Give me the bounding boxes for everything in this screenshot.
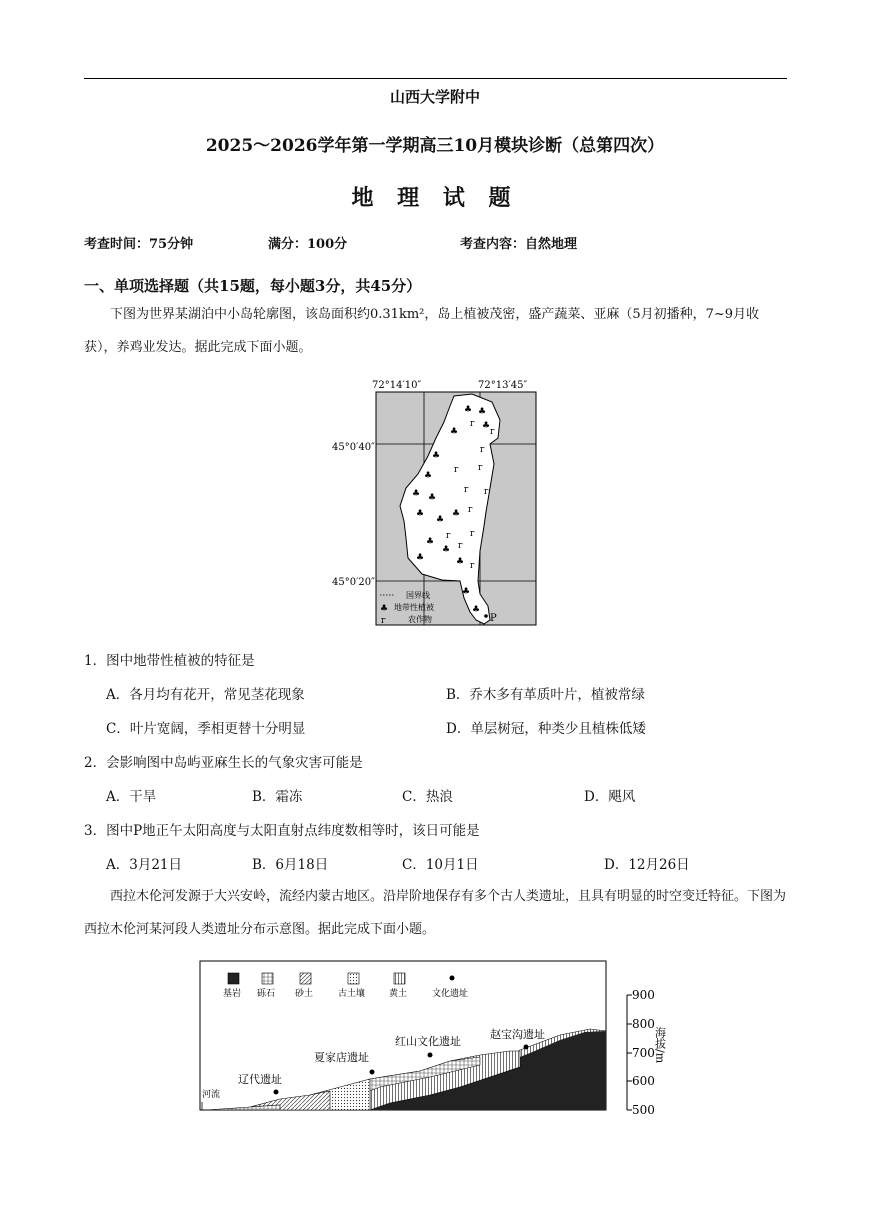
- svg-text:ᴦ: ᴦ: [458, 541, 463, 551]
- legend-loess: 黄土: [389, 989, 408, 999]
- terrace-profile: [190, 955, 680, 1120]
- legend-vegetation: 地带性植被: [394, 603, 434, 612]
- point-p-label: P: [490, 613, 497, 624]
- legend-paleosol: 古土壤: [338, 989, 366, 999]
- svg-text:ᴦ: ᴦ: [484, 487, 489, 497]
- svg-text:♣: ♣: [442, 545, 451, 555]
- svg-text:ᴦ: ᴦ: [470, 419, 475, 429]
- map-lat-bottom: 45°0′20″: [332, 577, 375, 588]
- site-hongshan: 红山文化遗址: [395, 1035, 461, 1048]
- section-title: 一、单项选择题（共15题，每小题3分，共45分）: [84, 277, 422, 295]
- passage-1: 下图为世界某湖泊中小岛轮廓图，该岛面积约0.31km²，岛上植被茂密，盛产蔬菜、亚麻（5月初播种，7~9月收获），养鸡业发达。据此完成下面小题。: [84, 307, 760, 355]
- map-lon-left: 72°14′10″: [372, 380, 422, 391]
- legend-gravel: 砾石: [257, 989, 276, 999]
- q2-option-d[interactable]: D．飓风: [584, 789, 636, 805]
- svg-text:ᴦ: ᴦ: [480, 445, 485, 455]
- question-3-stem: 3．图中P地正午太阳高度与太阳直射点纬度数相等时，该日可能是: [84, 823, 480, 839]
- svg-text:♣: ♣: [380, 604, 389, 614]
- svg-text:♣: ♣: [412, 489, 421, 499]
- q3-option-b[interactable]: B．6月18日: [252, 857, 329, 873]
- header-rule: [84, 78, 787, 79]
- q3-option-c[interactable]: C．10月1日: [402, 857, 479, 873]
- q2-option-c[interactable]: C．热浪: [402, 789, 453, 805]
- river-label: 河流: [202, 1090, 221, 1100]
- svg-text:♣: ♣: [464, 405, 473, 415]
- subject-title: 地 理 试 题: [351, 185, 519, 211]
- legend-crops: 农作物: [408, 615, 432, 624]
- exam-title: 2025～2026学年第一学期高三10月模块诊断（总第四次）: [205, 136, 665, 156]
- question-1-stem: 1．图中地带性植被的特征是: [84, 653, 255, 669]
- full-score: 满分：100分: [268, 237, 348, 252]
- q1-option-a[interactable]: A．各月均有花开，常见茎花现象: [106, 687, 305, 703]
- svg-text:♣: ♣: [416, 509, 425, 519]
- exam-content: 考查内容：自然地理: [460, 237, 578, 252]
- svg-text:ᴦ: ᴦ: [470, 529, 475, 539]
- svg-text:♣: ♣: [424, 471, 433, 481]
- map-lat-top: 45°0′40″: [332, 442, 375, 453]
- legend-bedrock: 基岩: [223, 989, 242, 999]
- elevation-label: 海拔/m: [653, 1027, 667, 1064]
- svg-text:♣: ♣: [478, 407, 487, 417]
- svg-text:♣: ♣: [456, 557, 465, 567]
- map-lon-right: 72°13′45″: [478, 380, 528, 391]
- svg-text:♣: ♣: [436, 515, 445, 525]
- site-xiajiadian: 夏家店遗址: [314, 1051, 369, 1064]
- svg-text:ᴦ: ᴦ: [464, 485, 469, 495]
- tick-600: 600: [632, 1074, 655, 1088]
- svg-text:♣: ♣: [416, 553, 425, 563]
- svg-text:♣: ♣: [450, 427, 459, 437]
- point-p-marker: [484, 614, 488, 618]
- svg-text:ᴦ: ᴦ: [468, 505, 473, 515]
- legend-border: 国界线: [406, 591, 430, 600]
- q2-option-b[interactable]: B．霜冻: [252, 789, 303, 805]
- svg-text:♣: ♣: [432, 451, 441, 461]
- svg-text:♣: ♣: [428, 493, 437, 503]
- tick-700: 700: [632, 1046, 655, 1060]
- site-liao: 辽代遗址: [238, 1073, 282, 1086]
- q3-option-a[interactable]: A．3月21日: [106, 857, 183, 873]
- svg-text:♣: ♣: [452, 509, 461, 519]
- passage-2: 西拉木伦河发源于大兴安岭，流经内蒙古地区。沿岸阶地保存有多个古人类遗址，且具有明显的时空变迁特征。下图为西拉木伦河某河段人类遗址分布示意图。据此完成下面小题。: [84, 889, 787, 937]
- legend-site: 文化遗址: [432, 989, 469, 999]
- question-2-stem: 2．会影响图中岛屿亚麻生长的气象灾害可能是: [84, 755, 363, 771]
- q2-option-a[interactable]: A．干旱: [106, 789, 157, 805]
- exam-time: 考查时间：75分钟: [84, 237, 194, 252]
- school-name: 山西大学附中: [389, 88, 480, 106]
- svg-text:ᴦ: ᴦ: [446, 531, 451, 541]
- island-map: [332, 376, 542, 630]
- svg-text:♣: ♣: [426, 537, 435, 547]
- elevation-axis: [627, 988, 667, 1117]
- q1-option-c[interactable]: C．叶片宽阔，季相更替十分明显: [106, 721, 306, 737]
- svg-text:ᴦ: ᴦ: [454, 465, 459, 475]
- svg-text:♣: ♣: [472, 605, 481, 615]
- tick-900: 900: [632, 988, 655, 1002]
- tick-800: 800: [632, 1017, 655, 1031]
- svg-text:♣: ♣: [462, 587, 471, 597]
- svg-text:♣: ♣: [482, 421, 491, 431]
- tick-500: 500: [632, 1103, 655, 1117]
- svg-text:ᴦ: ᴦ: [381, 616, 386, 626]
- q1-option-b[interactable]: B．乔木多有革质叶片，植被常绿: [446, 687, 645, 703]
- svg-text:ᴦ: ᴦ: [490, 427, 495, 437]
- q1-option-d[interactable]: D．单层树冠，种类少且植株低矮: [446, 721, 646, 737]
- svg-text:ᴦ: ᴦ: [470, 561, 475, 571]
- svg-text:ᴦ: ᴦ: [478, 463, 483, 473]
- q3-option-d[interactable]: D．12月26日: [604, 857, 690, 873]
- legend-sand: 砂土: [295, 989, 314, 999]
- site-zhaobaogou: 赵宝沟遗址: [490, 1028, 545, 1041]
